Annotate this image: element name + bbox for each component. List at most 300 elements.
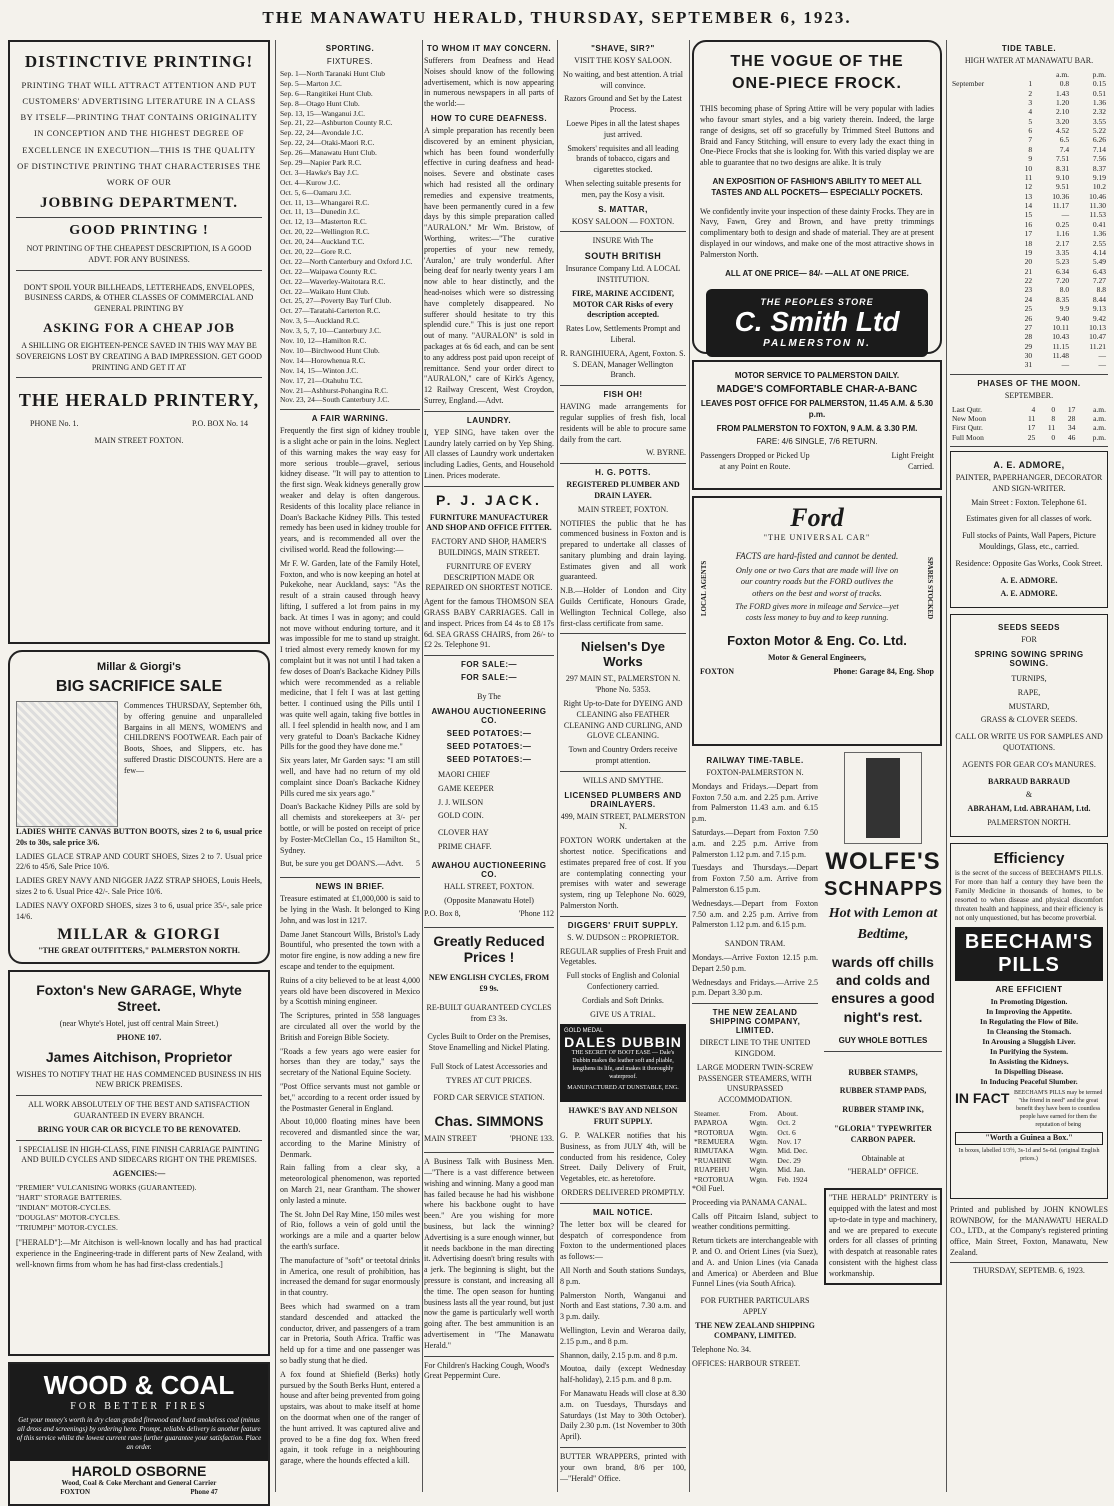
admore-sig: A. E. ADMORE. <box>1000 575 1058 585</box>
fixture-item: Oct. 3—Hawke's Bay J.C. <box>280 167 359 177</box>
tide-row <box>950 276 1108 285</box>
divider <box>16 1140 262 1141</box>
news-item: Ruins of a city believed to be at least 4,000 years old have been discovered in Mexico by a Scottish mining engineer. <box>280 975 420 1007</box>
benefit-item: In Promoting Digestion. <box>990 997 1068 1007</box>
moon-cell: First Qutr. <box>952 423 983 433</box>
steamer-cell: Oct. 6 <box>777 1127 796 1137</box>
printery-contacts <box>30 419 248 428</box>
divider <box>16 270 262 271</box>
tide-cell: 0.41 <box>1092 219 1106 229</box>
are-efficient: ARE EFFICIENT <box>995 985 1063 995</box>
fixture-item: Sep. 13, 15—Wanganui J.C. <box>280 108 366 118</box>
tide-month <box>950 173 1014 182</box>
tide-row <box>950 295 1108 304</box>
tide-row <box>950 201 1108 210</box>
steamer-row <box>692 1118 818 1127</box>
tide-cell: 12 <box>1024 182 1033 192</box>
tide-cell: 3 <box>1028 97 1033 107</box>
tide-cell: 10.2 <box>1092 182 1106 192</box>
tide-cell: 16 <box>1024 219 1033 229</box>
benefit-item: In Dispelling Disease. <box>994 1066 1064 1076</box>
about-col: About. <box>777 1108 799 1118</box>
middle-row <box>692 752 942 1373</box>
tide-cell: 10.43 <box>1052 332 1070 342</box>
vogue-title: THE VOGUE OF THE ONE-PIECE FROCK. <box>730 53 904 92</box>
motor-contacts <box>700 667 934 676</box>
divider <box>424 655 554 656</box>
tide-month <box>950 332 1014 341</box>
tide-cell: 3.55 <box>1092 116 1106 126</box>
moon-cell: 28 <box>1067 413 1076 423</box>
divider <box>560 771 686 772</box>
good-printing-heading: GOOD PRINTING ! <box>69 222 209 238</box>
tide-month <box>950 98 1014 107</box>
panama: Proceeding via PANAMA CANAL. <box>692 1197 807 1207</box>
tide-cell: 9 <box>1028 154 1033 164</box>
steamer-cell: Wgtn. <box>749 1146 768 1156</box>
steamer-cell: *ROTORUA <box>694 1127 734 1137</box>
steamer-cell: Mid. Jan. <box>777 1165 806 1175</box>
steamer-row <box>692 1156 818 1165</box>
tide-row <box>950 210 1108 219</box>
motor-phone: Phone: Garage 84, Eng. Shop <box>833 666 934 676</box>
moon-cell: 25 <box>1027 432 1036 442</box>
warning-body-3: Six years later, Mr Garden says: "I am still well, and have had no return of my old complaint since Doan's Backache Kidney Pills cured me six years ago." <box>280 756 420 798</box>
agencies-list <box>16 1183 262 1232</box>
divider <box>424 486 554 487</box>
fixture-item: Nov. 14, 15—Winton J.C. <box>280 365 359 375</box>
mail-line: For Manawatu Heads will close at 8.30 a.m. on Tuesdays, Thursdays and Saturdays (1st May to 30th October). Daily 2.30 p.m. (1st November to 30th April). <box>560 1388 686 1442</box>
millar-giorgi-advert <box>8 650 270 964</box>
tide-cell: 5 <box>1028 116 1033 126</box>
passengers: Passengers Dropped or Picked Up at any Point en Route. <box>700 451 810 471</box>
ford-local-agents <box>700 550 728 627</box>
fixture-item: Sep. 8—Otago Hunt Club. <box>280 98 360 108</box>
tide-month <box>950 117 1014 126</box>
tide-cell: 4.52 <box>1055 126 1070 136</box>
wolfe-section <box>824 752 942 1373</box>
tide-month <box>950 314 1014 323</box>
facts-body: Only one or two Cars that are made will live on our country roads but the FORD outlives the others on the best and worst of tracks. <box>735 564 899 598</box>
fixture-item: Oct. 22—North Canterbury and Oxford J.C. <box>280 256 413 266</box>
column-4 <box>560 40 686 1492</box>
good-printing-body: NOT PRINTING OF THE CHEAPEST DESCRIPTION, IS A GOOD ADVT. FOR ANY BUSINESS. <box>26 243 252 264</box>
potts-name: H. G. POTTS. <box>595 468 651 478</box>
column-rule <box>422 40 423 1492</box>
leaves-line: LEAVES POST OFFICE FOR PALMERSTON, 11.45 A.M. & 5.30 p.m. <box>700 399 934 419</box>
table-header <box>692 1109 818 1118</box>
rail-line: Tuesdays and Thursdays.—Depart from Foxton 7.50 a.m. Arrive from Palmerston 6.15 p.m. <box>692 863 818 894</box>
pitcairn: Calls off Pitcairn Island, subject to weather conditions permitting. <box>692 1211 818 1232</box>
agency-item: "INDIAN" MOTOR-CYCLES. <box>16 1202 111 1212</box>
wolfe-name: WOLFE'S <box>825 848 941 875</box>
ampersand: & <box>1025 790 1033 800</box>
guy-bottles: GUY WHOLE BOTTLES <box>838 1035 928 1045</box>
fixture-item: Oct. 22—Waikato Hunt Club. <box>280 286 370 296</box>
column-rule <box>689 40 690 1492</box>
moon-cell: a.m. <box>1093 413 1106 423</box>
by-the: By The <box>477 692 501 702</box>
divider <box>16 217 262 218</box>
printery-address: MAIN STREET FOXTON. <box>94 436 184 446</box>
agency-item: "TRIUMPH" MOTOR-CYCLES. <box>16 1222 118 1232</box>
ford-stocked: STOCKED <box>926 585 934 620</box>
warning-heading: A FAIR WARNING. <box>311 414 389 424</box>
tide-row <box>950 117 1108 126</box>
estimates: Estimates given for all classes of work. <box>966 514 1092 524</box>
spoil-body: DON'T SPOIL YOUR BILLHEADS, LETTERHEADS, ENVELOPES, BUSINESS CARDS, & OTHER CLASSES OF COMMERCIAL AND GENERAL PRINTING BY <box>23 282 255 314</box>
return-tickets: Return tickets are interchangeable with P. and O. and Orient Lines (via Suez), and A. and Union Lines (via Canada and America) or Aberdeen and Blue Funnel Lines (via South Africa). <box>692 1236 818 1289</box>
divider <box>950 374 1108 375</box>
full-stock: Full Stock of Latest Accessories and <box>430 1062 548 1071</box>
fixture-item: Sep. 1—North Taranaki Hunt Club <box>280 69 385 78</box>
steamer-cell: Wgtn. <box>749 1137 768 1147</box>
tide-row <box>950 182 1108 191</box>
price-line: ALL AT ONE PRICE— 84/- —ALL AT ONE PRICE. <box>725 268 909 278</box>
invite-body: We confidently invite your inspection of these dainty Frocks. They are in Navy, Fawn, Grey and Brown, and have pretty trimmings complimentary both to design and shade of material. They are at present displayed in our windows, and make one of the most attractive shows in Palmerston North. <box>700 206 934 259</box>
divider <box>280 877 420 878</box>
news-item: The manufacture of "soft" or teetotal drinks in America, one result of prohibition, has increased the demand for sugar enormously in that country. <box>280 1255 420 1298</box>
tide-sub: HIGH WATER AT MANAWATU BAR. <box>964 56 1094 65</box>
steamer-cell: Wgtn. <box>749 1127 768 1137</box>
printing-body: PRINTING THAT WILL ATTRACT ATTENTION AND PUT CUSTOMERS' ADVERTISING LITERATURE IN A CLASS BY ITSELF—PRINTING THAT CONTAINS ORIGINALITY IN CONCEPTION AND THE HIGHEST DEGREE OF EXCELLENCE IN EXECUTION—THIS IS THE QUALITY OF DISTINCTIVE PRINTING THAT CHARACTERISES THE WORK OF OUR <box>17 80 261 187</box>
simmons-phone: 'PHONE 133. <box>509 1134 554 1144</box>
ford-spares-stocked <box>906 550 934 627</box>
fire-body: FIRE, MARINE ACCIDENT, MOTOR CAR Risks of every description accepted. <box>571 288 675 320</box>
oil-fuel: *Oil Fuel. <box>692 1183 725 1193</box>
osborne-phone: Phone 47 <box>190 1488 218 1497</box>
fixture-item: Oct. 4—Kurow J.C. <box>280 177 341 187</box>
tide-row <box>950 229 1108 238</box>
tide-cell: 8.35 <box>1055 294 1070 304</box>
tide-cell: 8 <box>1028 144 1033 154</box>
tide-month <box>950 192 1014 201</box>
fixture-item: Oct. 5, 6—Oamaru J.C. <box>280 187 352 197</box>
butter-wrappers: BUTTER WRAPPERS, printed with your own brand, 8/6 per 100, —"Herald" Office. <box>560 1451 686 1483</box>
millar-head: Millar & Giorgi's <box>97 661 181 673</box>
call-write: CALL OR WRITE US FOR SAMPLES AND QUOTATIONS. <box>955 732 1103 753</box>
tide-cell: 24 <box>1024 294 1033 304</box>
nielsen-name: Nielsen's Dye Works <box>580 639 666 670</box>
cycles-new: NEW ENGLISH CYCLES, FROM £9 9s. <box>428 973 550 994</box>
steamer-cell: Dec. 29 <box>777 1155 801 1165</box>
facts: FACTS are hard-fisted and cannot be dented. <box>735 550 899 561</box>
fixture-item: Sep. 22, 24—Otaki-Maori R.C. <box>280 138 375 148</box>
reduced-heading: Greatly Reduced Prices ! <box>433 933 545 966</box>
ladies-grey-item: LADIES GREY NAVY AND NIGGER JAZZ STRAP SHOES, Louis Heels, sizes 2 to 6. Usual Price 42/-. Sale Price 10/6. <box>16 876 262 896</box>
tide-row <box>950 192 1108 201</box>
page-number: 5 <box>416 859 420 869</box>
news-item: Rain falling from a clear sky, a meteorological phenomenon, was reported on March 21, near Grantham. The shower only lasted a minute. <box>280 1163 420 1205</box>
seed-potatoes-2: SEED POTATOES:— <box>446 742 532 752</box>
seed-item: RAPE, <box>1017 687 1041 697</box>
all-work-body: ALL WORK ABSOLUTELY OF THE BEST AND SATISFACTION GUARANTEED IN EVERY BRANCH. <box>28 1100 250 1120</box>
fare-line: FARE: 4/6 SINGLE, 7/6 RETURN. <box>756 437 878 447</box>
tide-cell: 17 <box>1024 229 1033 239</box>
potts-tag: REGISTERED PLUMBER AND DRAIN LAYER. <box>566 480 680 500</box>
benefit-list <box>955 997 1103 1086</box>
ford-text <box>732 550 902 627</box>
tide-cell: 20 <box>1024 257 1033 267</box>
column-rule <box>275 40 276 1492</box>
south-british: SOUTH BRITISH <box>584 251 662 262</box>
universal-car: "THE UNIVERSAL CAR" <box>763 533 871 542</box>
steamer-col: Steamer. <box>694 1108 721 1118</box>
tide-cell: 19 <box>1024 247 1033 257</box>
moon-cell: 0 <box>1051 404 1056 414</box>
rail-line: Saturdays.—Depart from Foxton 7.50 a.m. and 2.25 p.m. Arrive from Palmerston 1.12 p.m. and 7.15 p.m. <box>692 827 818 859</box>
tide-month: September <box>952 79 985 89</box>
seed-potatoes-1: SEED POTATOES:— <box>446 729 532 739</box>
millar-tag: "THE GREAT OUTFITTERS," PALMERSTON NORTH. <box>38 946 240 956</box>
steamer-cell: Wgtn. <box>749 1155 768 1165</box>
wood-coal-advert <box>8 1362 270 1506</box>
divider <box>424 1356 554 1357</box>
wills-body: FOXTON WORK undertaken at the shortest notice. Specifications and estimates prepared free of cost. If you are contemplating connecting your premises with water and sewerage system, ring up Telephone No. 6029, Palmerston North. <box>560 836 686 911</box>
tide-month <box>950 210 1014 219</box>
steamer-cell: Nov. 17 <box>777 1137 802 1147</box>
tide-cell: 13 <box>1024 191 1033 201</box>
tide-month <box>950 201 1014 210</box>
tide-row <box>950 285 1108 294</box>
tide-month <box>950 182 1014 191</box>
tide-cell: 2.55 <box>1092 238 1106 248</box>
fixture-item: Oct. 20, 22—Gore R.C. <box>280 247 352 257</box>
diggers-heading: DIGGERS' FRUIT SUPPLY. <box>567 920 679 930</box>
steamer-row <box>692 1165 818 1174</box>
news-item: The Scriptures, printed in 558 languages are circulated all over the world by the British and Foreign Bible Society. <box>280 1011 420 1042</box>
kosy-body: No waiting, and best attention. A trial will convince. <box>563 69 683 90</box>
wood-body: Get your money's worth in dry clean graded firewood and hard smokeless coal (minus all dross and screenings) by ordering here. Prompt, reliable delivery is another feature of this service whilst the lowest current rates further guarantee your satisfaction. Place an order. <box>16 1416 262 1452</box>
steamer-cell: Wgtn. <box>749 1174 768 1184</box>
fixture-item: Sep. 21, 22—Ashburton County R.C. <box>280 118 393 128</box>
selecting: When selecting suitable presents for men, pay the Kosy a visit. <box>565 178 681 199</box>
efficiency-body: is the secret of the success of BEECHAM'S PILLS. For more than half a century they have been the Family Medicine in thousands of homes, to be resorted to when disease and physical discomfort threaten health and happiness, and their efficiency is not only unquestioned, but has become proverbial. <box>955 868 1103 923</box>
column-2 <box>280 40 420 1492</box>
fish-heading: FISH OH! <box>603 390 643 400</box>
specialise-body: I SPECIALISE IN HIGH-CLASS, FINE FINISH CARRIAGE PAINTING AND BUILD CYCLES AND SIDECARS RIGHT ON THE PREMISES. <box>18 1144 260 1165</box>
tide-cell: 8.0 <box>1059 285 1070 295</box>
vogue-body: THIS becoming phase of Spring Attire will be very popular with ladies who favour smart styles, and a big variety therein. Indeed, the large range of designs, set off so gracefully by Trimmed Steel Buttons and Braid and Fancy Stitching, will ensure to every lady the exact thing in One-Piece Frocks that she is looking for. With this varied display we are able to guarantee that no two designs are alike. It is truly <box>700 104 934 168</box>
benefit-item: In Cleansing the Stomach. <box>986 1027 1072 1037</box>
ford-agents: AGENTS <box>700 560 708 590</box>
tide-cell: 10.13 <box>1089 322 1106 332</box>
sale-body: Commences THURSDAY, September 6th, by offering genuine and unparalleled Bargains in all MEN'S, WOMEN'S and CHILDREN'S FOOTWEAR. Each pair of Boots, Shoes, and Slippers, etc. has suffered Drastic DISCOUNTS. Here are a few— <box>124 701 262 775</box>
tide-cell: 9.19 <box>1092 172 1106 182</box>
steamer-cell: PAPAROA <box>694 1118 728 1128</box>
tide-cell: 0.15 <box>1092 79 1106 89</box>
fixture-item: Nov. 10, 12—Hamilton R.C. <box>280 336 367 346</box>
tide-row <box>950 154 1108 163</box>
rail-line: Mondays and Fridays.—Depart from Foxton 7.50 a.m. and 2.25 p.m. Arrive from Palmerston 11.43 a.m. and 6.15 p.m. <box>692 781 818 824</box>
mail-body: The letter box will be cleared for despatch of correspondence from Foxton to the undermentioned places as follows:— <box>560 1219 686 1262</box>
column-1 <box>8 40 270 1497</box>
tide-month <box>950 154 1014 163</box>
divider <box>16 377 262 378</box>
shave-heading: "SHAVE, SIR?" <box>591 44 655 53</box>
seeds-heading: SEEDS SEEDS <box>998 623 1060 633</box>
moon-cell: New Moon <box>952 413 986 423</box>
am-header: a.m. <box>1056 69 1070 79</box>
jack-body: FURNITURE OF EVERY DESCRIPTION MADE OR REPAIRED ON SHORTEST NOTICE. <box>425 561 553 593</box>
insure: INSURE With The <box>592 236 654 246</box>
news-item: About 10,000 floating mines have been recovered and dismantled since the war, according to the Marine Ministry of Denmark. <box>280 1117 420 1159</box>
tide-row <box>950 107 1108 116</box>
ford-logo: Ford <box>790 503 844 532</box>
tide-cell: 30 <box>1024 351 1033 361</box>
mail-line: Shannon, daily, 2.15 p.m. and 8 p.m. <box>560 1350 678 1360</box>
news-item: "Roads a few years ago were easier for horses than they are today," says the secretary of the National Equine Society. <box>280 1046 420 1078</box>
moon-cell: Full Moon <box>952 432 984 442</box>
fixture-item: Sep. 6—Rangitikei Hunt Club. <box>280 88 373 98</box>
divider <box>424 927 554 928</box>
sweets-body: Full stocks of English and Colonial Confectionery carried. <box>566 971 680 991</box>
exposition: AN EXPOSITION OF FASHION'S ABILITY TO MEET ALL TASTES AND ALL POCKETS— ESPECIALLY POCKETS. <box>711 176 923 197</box>
fish-body: HAVING made arrangements for regular supplies of fresh fish, local residents will be able to procure same daily from the cart. <box>560 402 686 444</box>
tide-cell: 0.25 <box>1055 219 1070 229</box>
tide-cell: 2 <box>1028 88 1033 98</box>
sandon-line: Wednesdays and Fridays.—Arrive 2.5 p.m. Depart 3.30 p.m. <box>692 977 818 998</box>
tide-cell: 31 <box>1024 360 1033 370</box>
column-6 <box>950 40 1108 1492</box>
pm-header: p.m. <box>1092 69 1106 79</box>
column-rule <box>946 40 947 1492</box>
tide-cell: 11.48 <box>1052 351 1070 361</box>
in-fact-body: BEECHAM'S PILLS may be termed "the friend in need" and the great benefit they have been to countless people have earned for them the reputation of being <box>1014 1090 1103 1128</box>
news-list <box>280 894 420 1467</box>
laundry-heading: LAUNDRY. <box>466 415 512 425</box>
benefit-item: In Improving the Appetite. <box>986 1007 1072 1017</box>
agency-item: "HART" STORAGE BATTERIES. <box>16 1192 122 1202</box>
steamer-cell: RUAPEHU <box>694 1165 730 1175</box>
tide-cell: 6.26 <box>1092 135 1106 145</box>
cure-body: A simple preparation has recently been discovered by an eminent physician, which has been found wonderfully effective in curing deafness and head-noises. Severe and obstinate cases which had resisted all the ordinary remedies and expensive treatments, have been permanently cured in a few days by this simple preparation called "AURALON." Mr Wm. Bristow, of Worthing, writes:—"The curative properties of your new remedy, 'Auralon,' are truly wonderful. After being deaf for nearly twenty years I am now able to hear distinctly, and the head-noises which were so distressing have completely disappeared. No sufferer should hesitate to try this splendid cure." This is just one report out of many. "AURALON" is sold in packages at 6s 6d each, and can be sent to any address post paid upon receipt of remittance. Send your order direct to "AURALON," care of Kirk's Agency, 12 Railway Crescent, West Croydon, Surrey, England.—Advt. <box>424 125 554 405</box>
wills-address: 499, MAIN STREET, PALMERSTON N. <box>560 811 686 832</box>
variety: GAME KEEPER <box>438 783 494 793</box>
tide-cell: 10.46 <box>1089 191 1106 201</box>
tide-cell: 28 <box>1024 332 1033 342</box>
tide-row <box>950 332 1108 341</box>
smith-town: PALMERSTON N. <box>763 338 871 350</box>
tide-cell: 5.22 <box>1092 126 1106 136</box>
for-sale-1: FOR SALE:— <box>460 660 518 670</box>
divider <box>560 916 686 917</box>
efficiency-heading: Efficiency <box>993 849 1065 867</box>
moon-cell: 11 <box>1028 413 1036 423</box>
nielsen-address: 297 MAIN ST., PALMERSTON N. 'Phone No. 5353. <box>565 674 681 695</box>
tide-cell: 11.53 <box>1089 210 1106 220</box>
kosy-saloon: KOSY SALOON — FOXTON. <box>571 216 675 226</box>
abraham: ABRAHAM, Ltd. ABRAHAM, Ltd. <box>967 804 1091 814</box>
jack-factory: FACTORY AND SHOP, HAMER'S BUILDINGS, MAIN STREET. <box>431 537 547 558</box>
prime-chaff: PRIME CHAFF. <box>438 842 492 852</box>
hawkes-heading: HAWKE'S BAY AND NELSON FRUIT SUPPLY. <box>568 1106 678 1127</box>
divider <box>692 1003 818 1004</box>
tide-cell: 7.20 <box>1055 276 1070 286</box>
fixture-item: Oct. 22—Waipawa County R.C. <box>280 266 377 276</box>
mail-line: All North and South stations Sundays, 8 p.m. <box>560 1265 686 1286</box>
sandon-heading: SANDON TRAM. <box>724 939 786 949</box>
tide-cell: 7.4 <box>1059 144 1070 154</box>
tide-month <box>950 248 1014 257</box>
tide-cell: 6 <box>1028 126 1033 136</box>
moon-table <box>950 405 1108 443</box>
tide-row <box>950 135 1108 144</box>
tide-month <box>950 267 1014 276</box>
moon-cell: a.m. <box>1093 404 1106 414</box>
palmerston-north: PALMERSTON NORTH. <box>987 818 1071 828</box>
tide-row <box>950 126 1108 135</box>
clover-hay: CLOVER HAY <box>438 828 489 838</box>
osborne-contacts <box>10 1488 268 1496</box>
benefit-item: In Regulating the Flow of Bile. <box>980 1017 1078 1027</box>
ford-body <box>700 550 934 627</box>
tide-cell: 2.32 <box>1092 107 1106 117</box>
tide-cell: 9.51 <box>1055 182 1070 192</box>
printing-title: DISTINCTIVE PRINTING! <box>24 52 254 71</box>
simmons-name: Chas. SIMMONS <box>434 1113 544 1130</box>
from-col: From. <box>749 1108 768 1118</box>
foxton-motor: Foxton Motor & Eng. Co. Ltd. <box>727 632 907 648</box>
tide-cell: 0.8 <box>1059 79 1070 89</box>
herald-printery-heading: THE HERALD PRINTERY, <box>18 390 260 411</box>
tide-table <box>950 70 1108 370</box>
fixture-item: Oct. 12, 13—Masterton R.C. <box>280 217 367 227</box>
kosy-visit: VISIT THE KOSY SALOON. <box>574 56 672 65</box>
simmons-contacts <box>424 1134 554 1148</box>
cycles-rebuilt: RE-BUILT GUARANTEED CYCLES from £3 3s. <box>426 1002 552 1023</box>
mail-line: Moutoa, daily (except Wednesday half-holiday), 2.15 p.m. and 8 p.m. <box>560 1364 686 1385</box>
printery-phone: PHONE No. 1. <box>30 419 79 429</box>
fixture-item: Nov. 21—Ashhurst-Pohangina R.C. <box>280 385 389 395</box>
warning-body: Frequently the first sign of kidney trouble is a slight ache or pain in the loins. Neglect of this warning makes the way easy for more serious trouble—gravel, serious kidney disease. "It will pay to attention to the first sign. Weak kidneys generally grow weaker and delay is often dangerous. Residents of this locality place reliance in Doan's Backache Kidney Pills. This tested remedy has been used in kidney trouble for years, and is recommended all over the civilised world. Read the following:— <box>280 426 420 555</box>
tide-cell: 26 <box>1024 313 1033 323</box>
agent-body: R. RANGIHIUERA, Agent, Foxton. S. S. DEAN, Manager Wellington Branch. <box>560 348 686 380</box>
tide-month <box>950 276 1014 285</box>
divider <box>824 1051 942 1052</box>
news-item: Treasure estimated at £1,000,000 is said to be lying in the Wash. It belonged to King John, and was lost in 1217. <box>280 894 420 925</box>
rubber-item: RUBBER STAMP INK, <box>842 1105 924 1115</box>
osborne-name: HAROLD OSBORNE <box>71 1463 207 1480</box>
fixture-item: Sep. 5—Marton J.C. <box>280 78 342 88</box>
motor-general: Motor & General Engineers, <box>767 652 867 662</box>
tide-row <box>950 98 1108 107</box>
seed-item: GRASS & CLOVER SEEDS. <box>980 715 1078 725</box>
madge-advert <box>692 360 942 490</box>
admore-trade: PAINTER, PAPERHANGER, DECORATOR AND SIGN-WRITER. <box>955 473 1103 493</box>
tide-month <box>950 285 1014 294</box>
fixture-item: Sep. 29—Napier Park R.C. <box>280 158 362 168</box>
tide-row <box>950 304 1108 313</box>
tide-row <box>950 145 1108 154</box>
fixture-item: Oct. 25, 27—Poverty Bay Turf Club. <box>280 296 392 306</box>
tide-cell: 3.35 <box>1055 247 1070 257</box>
simmons-address: MAIN STREET <box>424 1134 477 1144</box>
tide-row <box>950 342 1108 351</box>
fixture-item: Nov. 3, 5, 7, 10—Canterbury J.C. <box>280 326 381 336</box>
madge-name: MADGE'S COMFORTABLE CHAR-A-BANC <box>716 384 918 395</box>
dales-body: THE SECRET OF BOOT EASE — Dale's Dubbin makes the leather soft and pliable, lengthens its life, and makes it thoroughly waterproof. <box>571 1050 675 1080</box>
garage-advert <box>8 970 270 1356</box>
tide-cell: 9.40 <box>1055 313 1070 323</box>
cycles-built: Cycles Built to Order on the Premises, Stove Enamelling and Nickel Plating. <box>427 1032 551 1053</box>
tide-cell: 7 <box>1028 135 1033 145</box>
shilling-body: A SHILLING OR EIGHTEEN-PENCE SAVED IN THIS WAY MAY BE SOVEREIGNS LOST BY CREATING A BAD IMPRESSION. GET GOOD PRINTING AND GET IT AT <box>16 340 262 372</box>
tide-cell: 11 <box>1024 172 1033 182</box>
tide-cell: 1 <box>1028 79 1033 89</box>
tide-month <box>950 239 1014 248</box>
variety: J. J. WILSON <box>438 797 484 807</box>
